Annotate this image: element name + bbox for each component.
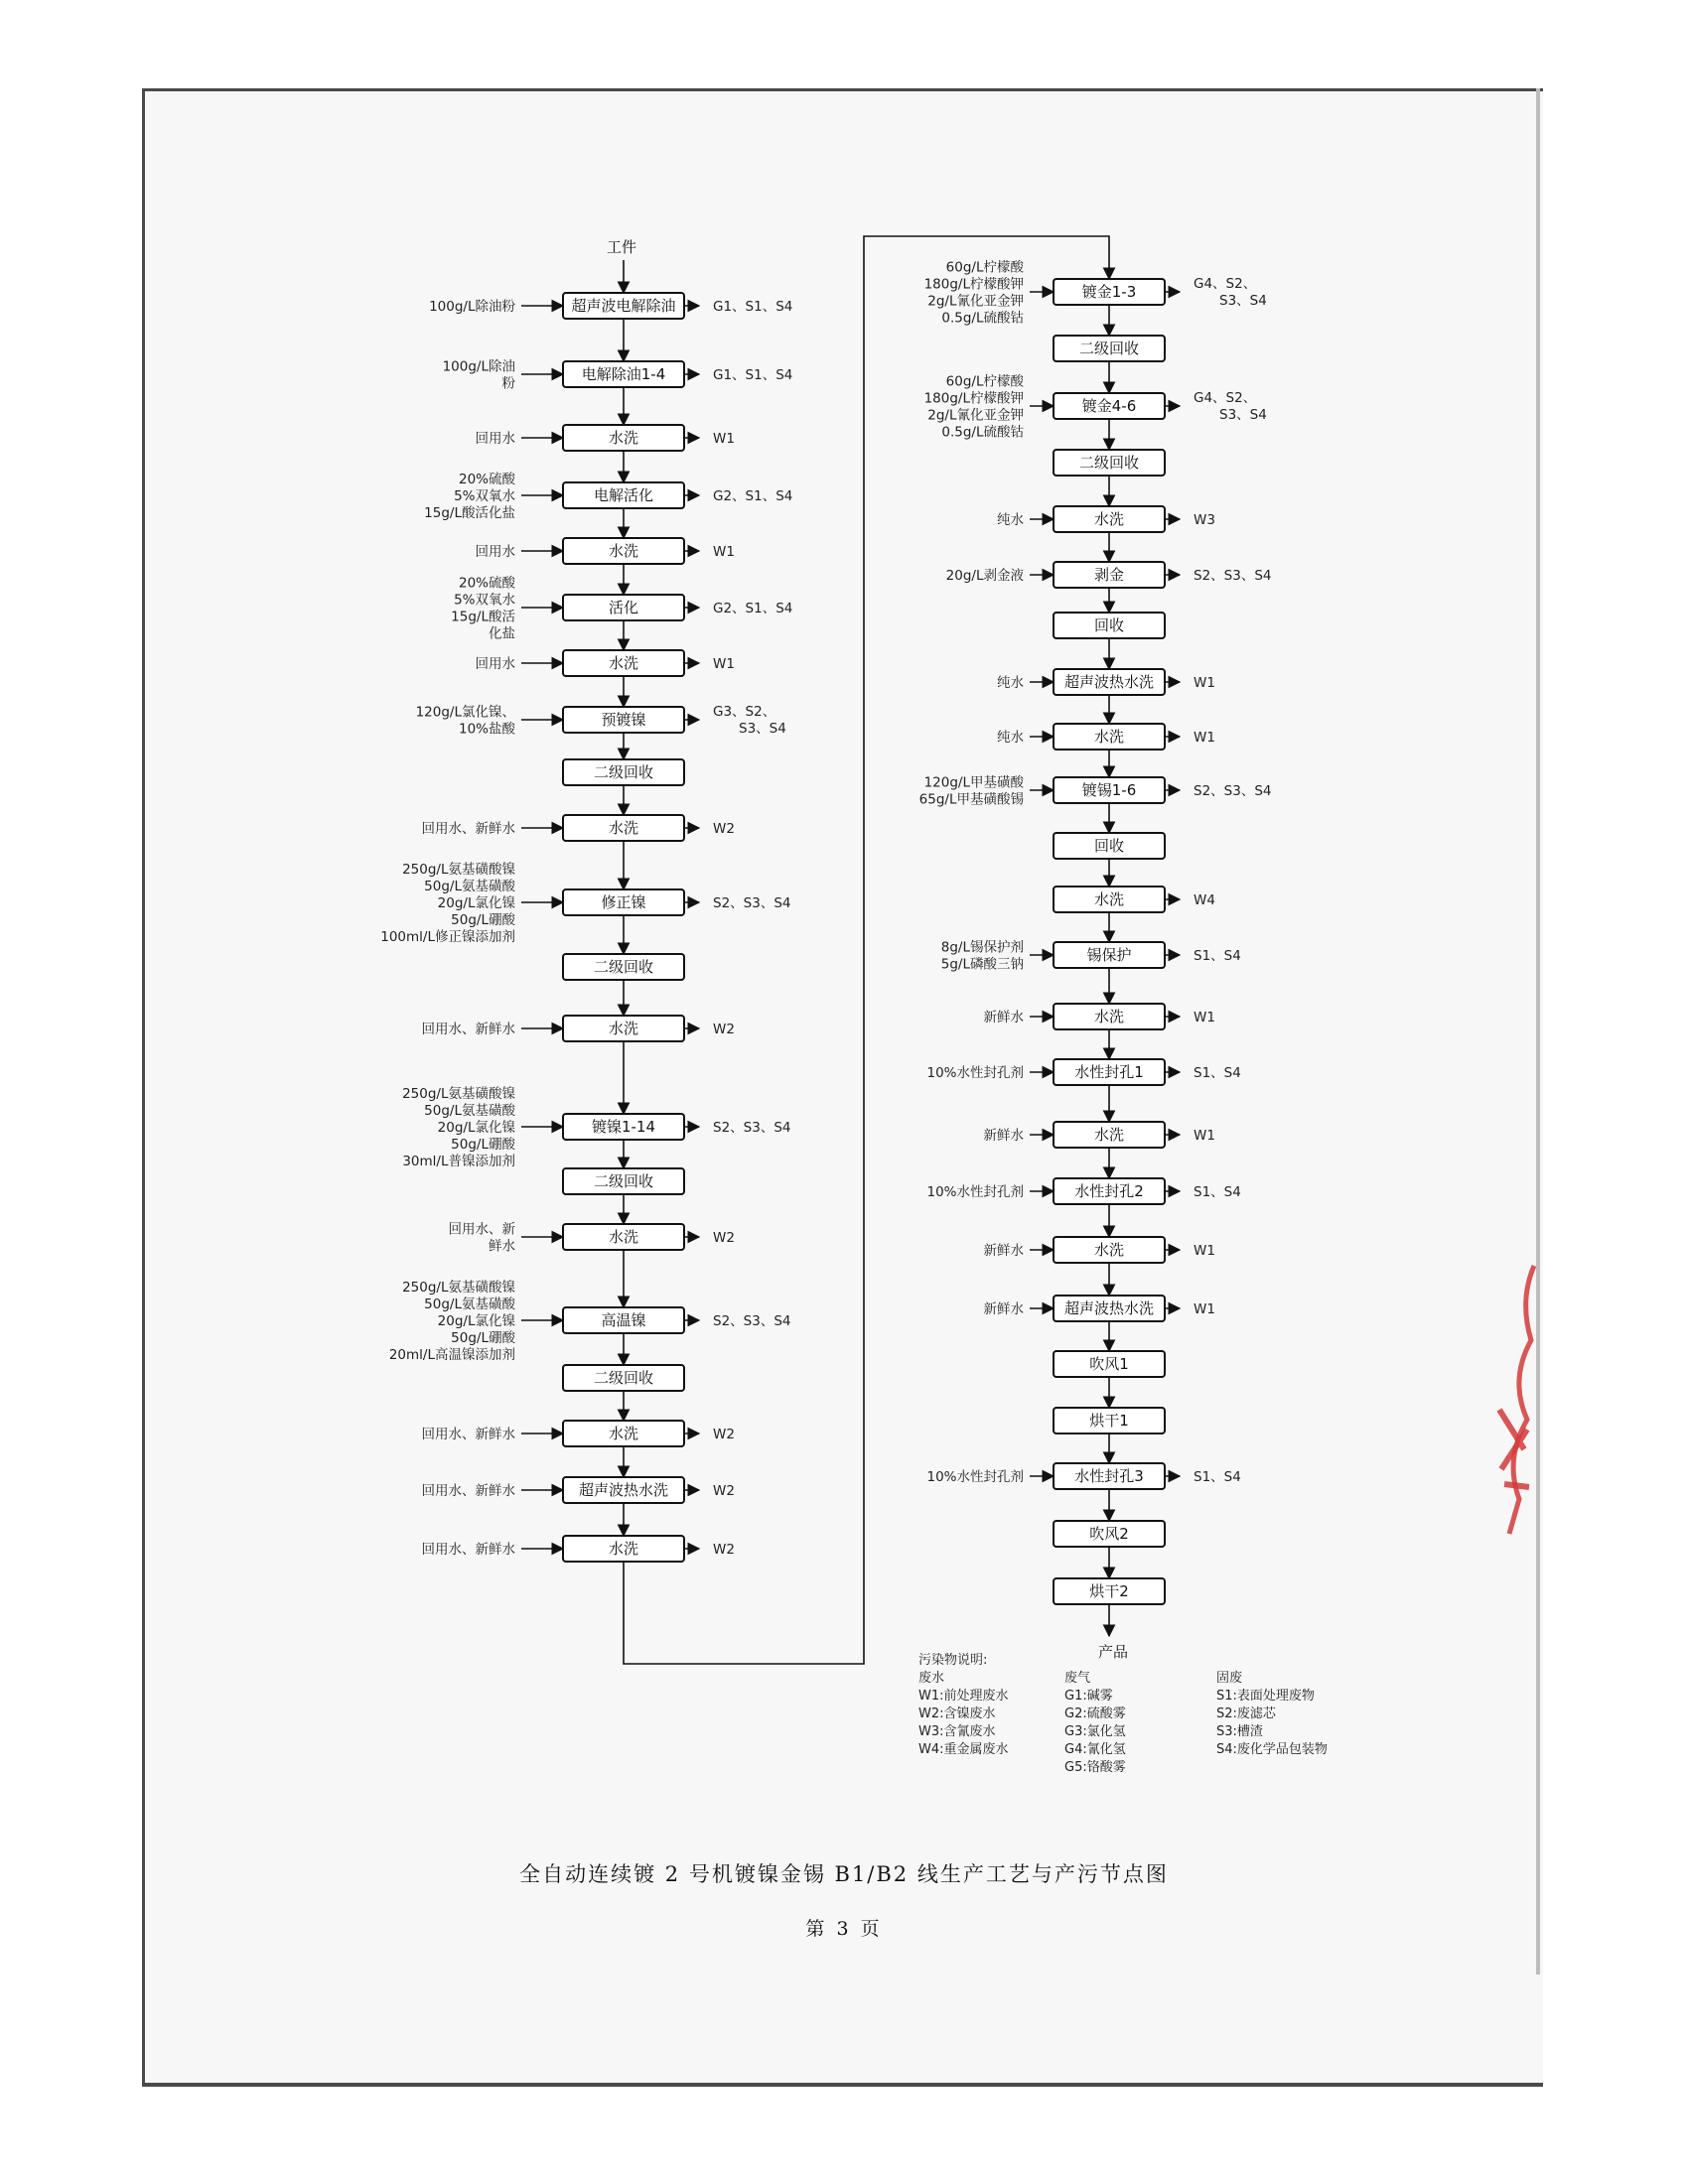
left-input-text: 20g/L氯化镍 [437,1120,515,1136]
right-step-label: 二级回收 [1078,454,1140,472]
right-input-text: 10%水性封孔剂 [926,1184,1024,1200]
right-step-label: 水洗 [1093,890,1125,908]
left-step-label: 二级回收 [593,763,654,781]
left-input-text: 15g/L酸活 [451,609,515,625]
pollutant-legend [918,1652,1328,1775]
right-step-label: 烘干1 [1089,1412,1129,1430]
left-step-label: 二级回收 [593,1369,654,1387]
right-input-text: 新鲜水 [983,1128,1024,1144]
right-step-label: 镀金4-6 [1081,397,1137,415]
left-step-label: 超声波电解除油 [571,297,676,315]
left-input-text: 250g/L氨基磺酸镍 [402,1086,515,1102]
left-input-text: 10%盐酸 [458,721,515,738]
right-output-text: S1、S4 [1194,1184,1241,1200]
right-step-label: 二级回收 [1078,340,1140,357]
right-output-text: S1、S4 [1194,1065,1241,1081]
legend-solid_waste-item: S4:废化学品包装物 [1216,1742,1328,1757]
left-input-text: 50g/L氨基磺酸 [424,879,515,894]
right-output-text: W1 [1194,1301,1215,1317]
right-input-text: 8g/L锡保护剂 [940,939,1024,956]
left-step-label: 水洗 [608,654,639,672]
left-input-text: 回用水、新鲜水 [421,1542,515,1558]
column-connector [624,236,1109,1664]
right-step-label: 镀金1-3 [1081,283,1137,301]
left-input-text: 250g/L氨基磺酸镍 [402,862,515,878]
left-step-label: 水洗 [608,819,639,837]
page-number: 第 3 页 [805,1918,883,1940]
right-step-label: 吹风1 [1089,1355,1129,1373]
right-output-text: W1 [1194,1010,1215,1025]
left-input-text: 50g/L硼酸 [451,1330,515,1346]
left-step-label: 水洗 [608,1540,639,1558]
right-input-text: 2g/L氰化亚金钾 [927,293,1024,310]
left-input-text: 5%双氧水 [454,592,515,609]
left-step-label: 修正镍 [601,893,646,911]
right-output-text: W3 [1194,512,1215,528]
left-input-text: 20%硫酸 [458,472,515,487]
right-step-label: 回收 [1093,616,1125,634]
legend-wastewater-item: W1:前处理废水 [918,1689,1009,1704]
right-step-label: 吹风2 [1089,1525,1129,1543]
left-input-text: 5%双氧水 [454,488,515,504]
red-seal-stamp [1479,1261,1539,1539]
right-input-text: 10%水性封孔剂 [926,1469,1024,1485]
legend-solid_waste-item: S2:废滤芯 [1216,1706,1276,1721]
connector-line [624,236,1109,1664]
left-output-text: G1、S1、S4 [713,367,793,383]
left-output-text: G1、S1、S4 [713,299,793,315]
left-input-text: 鲜水 [489,1238,515,1255]
right-output-text: W1 [1194,730,1215,746]
legend-waste_gas-header: 废气 [1064,1671,1091,1686]
legend-solid_waste-item: S1:表面处理废物 [1216,1689,1315,1704]
right-step-label: 水性封孔3 [1074,1467,1144,1485]
right-output-text: G4、S2、 [1194,390,1257,406]
left-output-text: W2 [713,1022,735,1037]
left-output-text: S2、S3、S4 [713,1120,791,1136]
left-input-text: 20%硫酸 [458,575,515,592]
left-input-text: 20g/L氯化镍 [437,895,515,911]
right-step-label: 水性封孔1 [1074,1063,1144,1081]
legend-waste_gas-item: G2:硫酸雾 [1064,1706,1126,1721]
left-input-text: 100g/L除油 [442,358,515,375]
left-step-label: 高温镍 [601,1311,646,1329]
legend-waste_gas-item: G5:铬酸雾 [1064,1760,1126,1775]
left-step-label: 预镀镍 [601,711,646,729]
left-input-text: 20g/L氯化镍 [437,1313,515,1329]
legend-waste_gas-item: G1:碱雾 [1064,1689,1113,1704]
right-input-text: 180g/L柠檬酸钾 [923,390,1024,407]
right-input-text: 20g/L剥金液 [945,568,1024,584]
right-output-text: W1 [1194,675,1215,691]
right-step-label: 剥金 [1093,566,1125,584]
right-step-label: 烘干2 [1089,1582,1129,1600]
left-input-text: 15g/L酸活化盐 [424,505,515,521]
right-output-text: S2、S3、S4 [1194,783,1272,799]
figure-caption: 全自动连续镀 2 号机镀镍金锡 B1/B2 线生产工艺与产污节点图 [519,1862,1169,1886]
left-step-label: 镀镍1-14 [591,1118,656,1136]
left-step-label: 二级回收 [593,958,654,976]
right-input-text: 0.5g/L硫酸钴 [941,424,1024,441]
left-step-label: 水洗 [608,1425,639,1442]
right-output-text: W4 [1194,892,1215,908]
left-input-text: 回用水 [475,431,515,447]
right-input-text: 0.5g/L硫酸钴 [941,310,1024,327]
right-output-text: G4、S2、 [1194,276,1257,292]
left-input-text: 50g/L硼酸 [451,1137,515,1153]
left-output-text: G2、S1、S4 [713,488,793,504]
right-output-text: S3、S4 [1219,293,1267,309]
left-output-text: W2 [713,821,735,837]
start-label: 工件 [606,238,637,256]
legend-title: 污染物说明: [918,1653,988,1668]
left-output-text: W2 [713,1230,735,1246]
right-step-label: 水洗 [1093,510,1125,528]
end-label: 产品 [1097,1643,1129,1661]
right-step-label: 水洗 [1093,728,1125,746]
right-input-text: 2g/L氰化亚金钾 [927,407,1024,424]
left-step-label: 活化 [608,599,639,616]
left-input-text: 回用水 [475,656,515,672]
legend-wastewater-header: 废水 [918,1671,945,1686]
right-input-text: 120g/L甲基磺酸 [923,774,1024,791]
right-input-text: 10%水性封孔剂 [926,1065,1024,1081]
left-output-text: W1 [713,544,735,560]
right-input-text: 60g/L柠檬酸 [945,373,1024,390]
right-step-label: 回收 [1093,837,1125,855]
right-input-text: 5g/L磷酸三钠 [940,956,1024,973]
right-output-text: S1、S4 [1194,1469,1241,1485]
left-output-text: W1 [713,431,735,447]
left-input-text: 120g/L氯化镍、 [415,704,515,721]
legend-wastewater-item: W4:重金属废水 [918,1742,1009,1757]
right-output-text: W1 [1194,1243,1215,1259]
left-input-text: 50g/L氨基磺酸 [424,1103,515,1119]
right-input-text: 60g/L柠檬酸 [945,259,1024,276]
right-output-text: S1、S4 [1194,948,1241,964]
left-output-text: W1 [713,656,735,672]
left-input-text: 回用水、新鲜水 [421,1022,515,1037]
legend-solid_waste-item: S3:槽渣 [1216,1724,1263,1739]
left-output-text: S3、S4 [739,721,786,737]
left-output-text: W2 [713,1483,735,1499]
left-step-label: 水洗 [608,1020,639,1037]
left-step-label: 水洗 [608,1228,639,1246]
left-input-text: 回用水、新鲜水 [421,1427,515,1442]
right-input-text: 新鲜水 [983,1243,1024,1259]
right-output-text: W1 [1194,1128,1215,1144]
left-input-text: 回用水、新鲜水 [421,1483,515,1499]
right-step-label: 超声波热水洗 [1063,1299,1155,1317]
right-process-column [919,259,1272,1662]
left-output-text: S2、S3、S4 [713,1313,791,1329]
right-input-text: 纯水 [997,730,1024,746]
left-output-text: S2、S3、S4 [713,895,791,911]
left-process-column [380,238,792,1562]
right-step-label: 水性封孔2 [1074,1182,1144,1200]
legend-waste_gas-item: G4:氰化氢 [1064,1742,1126,1757]
left-output-text: G2、S1、S4 [713,601,793,616]
left-output-text: G3、S2、 [713,704,776,720]
legend-wastewater-item: W3:含氰废水 [918,1724,996,1739]
left-input-text: 20ml/L高温镍添加剂 [388,1347,515,1363]
left-step-label: 二级回收 [593,1172,654,1190]
left-input-text: 250g/L氨基磺酸镍 [402,1280,515,1296]
left-input-text: 化盐 [489,625,515,642]
left-step-label: 超声波热水洗 [578,1481,669,1499]
left-input-text: 50g/L硼酸 [451,912,515,928]
right-step-label: 水洗 [1093,1126,1125,1144]
left-output-text: W2 [713,1427,735,1442]
right-step-label: 镀锡1-6 [1081,781,1137,799]
right-output-text: S3、S4 [1219,407,1267,423]
left-input-text: 回用水、新 [448,1221,515,1238]
right-step-label: 水洗 [1093,1008,1125,1025]
right-input-text: 纯水 [997,675,1024,691]
right-output-text: S2、S3、S4 [1194,568,1272,584]
right-input-text: 180g/L柠檬酸钾 [923,276,1024,293]
right-input-text: 纯水 [997,512,1024,528]
legend-waste_gas-item: G3:氯化氢 [1064,1724,1126,1739]
right-step-label: 水洗 [1093,1241,1125,1259]
left-input-text: 回用水、新鲜水 [421,821,515,837]
right-input-text: 新鲜水 [983,1010,1024,1025]
legend-solid_waste-header: 固废 [1216,1671,1243,1686]
legend-wastewater-item: W2:含镍废水 [918,1706,996,1721]
left-step-label: 水洗 [608,542,639,560]
left-input-text: 30ml/L普镍添加剂 [402,1154,515,1169]
left-step-label: 电解除油1-4 [581,365,666,383]
right-input-text: 新鲜水 [983,1301,1024,1317]
left-step-label: 电解活化 [593,486,654,504]
left-input-text: 100g/L除油粉 [429,299,515,315]
right-step-label: 锡保护 [1086,946,1132,964]
left-input-text: 100ml/L修正镍添加剂 [380,929,515,945]
left-output-text: W2 [713,1542,735,1558]
left-input-text: 50g/L氨基磺酸 [424,1297,515,1312]
left-input-text: 回用水 [475,544,515,560]
left-step-label: 水洗 [608,429,639,447]
right-step-label: 超声波热水洗 [1063,673,1155,691]
left-input-text: 粉 [501,375,515,392]
right-input-text: 65g/L甲基磺酸锡 [918,791,1024,808]
